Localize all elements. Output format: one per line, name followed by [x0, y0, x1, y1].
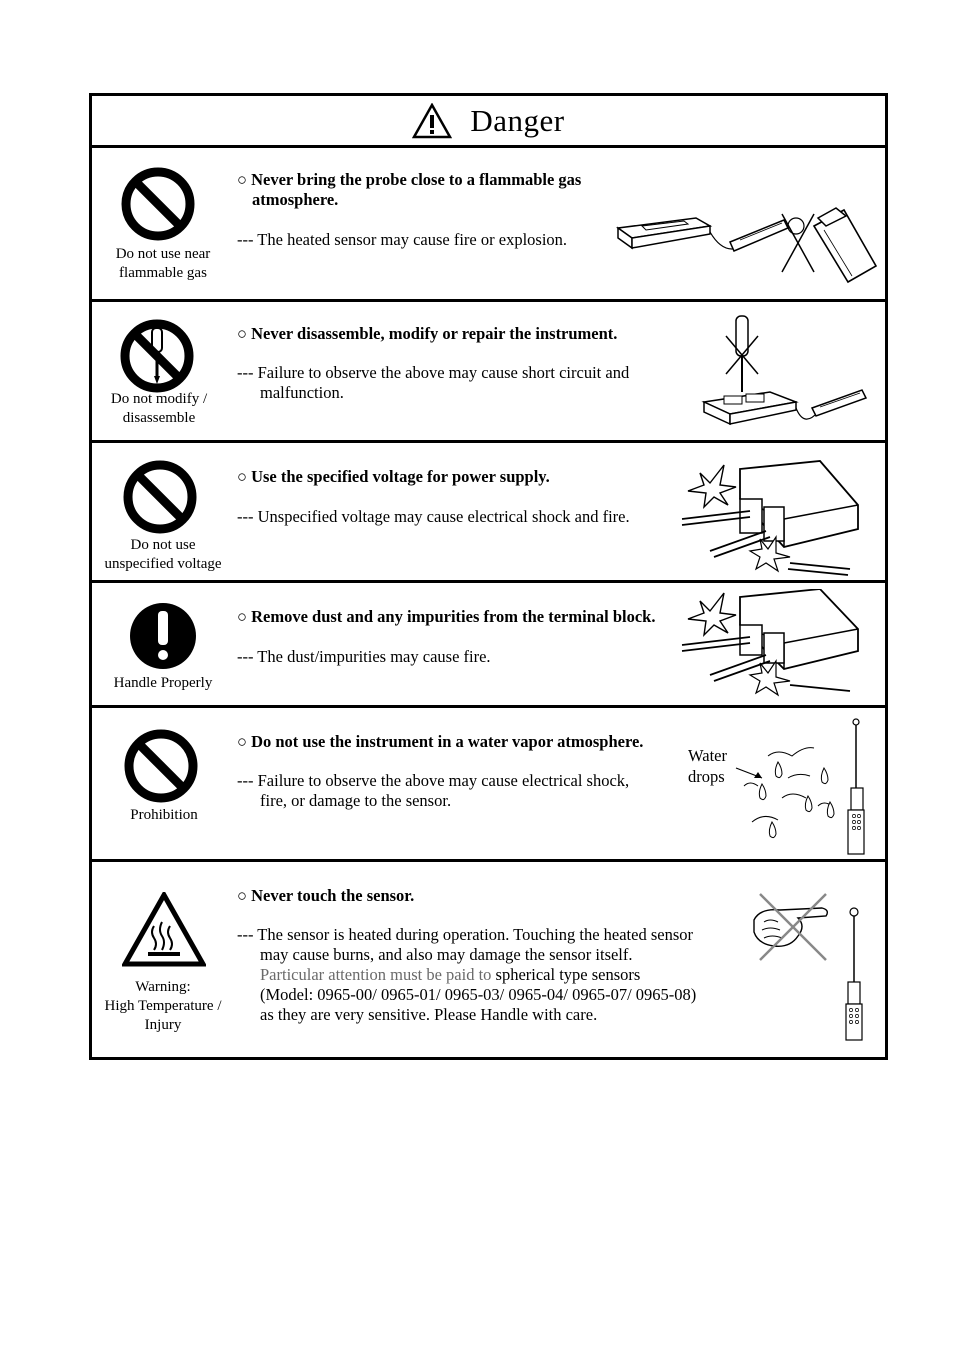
row-disassemble: [92, 302, 885, 443]
row-flammable-gas: [92, 148, 885, 302]
row-water-vapor: [92, 708, 885, 862]
detail-line: malfunction.: [260, 383, 344, 402]
row-touch-sensor: [92, 862, 885, 1057]
detail-line: --- The heated sensor may cause fire or explosion.: [237, 230, 568, 249]
detail-grey-text: Particular attention must be paid to: [260, 965, 492, 984]
row-terminal-block: [92, 583, 885, 708]
headline-line: ○ Never bring the probe close to a flammable gas: [237, 170, 582, 189]
symbol-cell: [92, 148, 234, 299]
warning-detail: [237, 925, 696, 1025]
symbol-label-line: Injury: [144, 1017, 182, 1033]
warning-headline: [237, 170, 581, 210]
hot-surface-icon: [122, 892, 206, 968]
symbol-label: [92, 674, 234, 693]
detail-line: --- Unspecified voltage may cause electrical shock and fire.: [237, 507, 630, 526]
warning-triangle-icon: [412, 103, 452, 139]
symbol-label-line: Do not modify /: [110, 391, 208, 407]
headline-line: ○ Never disassemble, modify or repair the instrument.: [237, 324, 618, 343]
water-drops-label-line: Water: [688, 746, 727, 765]
symbol-label-line: flammable gas: [119, 265, 207, 281]
symbol-cell: [92, 862, 234, 1057]
warning-detail: [237, 363, 629, 403]
danger-title: Danger: [470, 102, 565, 138]
headline-line: ○ Do not use the instrument in a water vapor atmosphere.: [237, 732, 644, 751]
exclamation-icon: [128, 601, 198, 671]
detail-line: --- The dust/impurities may cause fire.: [237, 647, 491, 666]
warning-headline: [237, 324, 617, 344]
symbol-label-line: Do not use near: [115, 246, 211, 262]
warning-detail: [237, 230, 567, 250]
warning-headline: [237, 607, 656, 627]
prohibition-icon: [120, 166, 196, 242]
row-voltage: [92, 443, 885, 583]
symbol-label: [92, 978, 234, 1035]
hand-sensor-illustration: [750, 892, 870, 1042]
prohibition-icon: [122, 459, 198, 535]
symbol-label: [92, 245, 234, 283]
screwdriver-instrument-illustration: [700, 312, 870, 430]
symbol-label-line: Do not use: [130, 537, 196, 553]
no-disassembly-icon: [119, 318, 195, 394]
headline-line: atmosphere.: [252, 190, 339, 209]
symbol-label-line: Handle Properly: [113, 675, 213, 691]
symbol-label: [92, 536, 234, 574]
warning-headline: [237, 732, 643, 752]
danger-header: [92, 96, 885, 148]
symbol-cell: [92, 302, 234, 440]
symbol-cell: [92, 583, 234, 705]
water-drops-label: [688, 745, 727, 787]
symbol-label: [88, 390, 230, 428]
warning-detail: [237, 647, 491, 667]
danger-panel: [89, 93, 888, 1060]
water-drops-sensor-illustration: [732, 718, 872, 858]
detail-line: --- Failure to observe the above may cause electrical shock,: [237, 771, 630, 790]
symbol-label-line: disassemble: [122, 410, 196, 426]
detail-line: --- The sensor is heated during operation. Touching the heated sensor: [237, 925, 693, 944]
warning-headline: [237, 467, 550, 487]
symbol-label-line: Warning:: [135, 979, 191, 995]
warning-headline: [237, 886, 414, 906]
detail-text: spherical type sensors: [491, 965, 641, 984]
headline-line: ○ Use the specified voltage for power supply.: [237, 467, 550, 486]
detail-line: may cause burns, and also may damage the sensor itself.: [260, 945, 633, 964]
symbol-cell: [92, 708, 234, 859]
symbol-cell: [92, 443, 234, 580]
detail-line: as they are very sensitive. Please Handle with care.: [260, 1005, 598, 1024]
detail-line: --- Failure to observe the above may cause short circuit and: [237, 363, 630, 382]
water-drops-label-line: drops: [688, 767, 725, 786]
detail-line: [237, 965, 696, 985]
symbol-label-line: unspecified voltage: [104, 556, 222, 572]
terminal-spark-illustration: [680, 459, 870, 579]
detail-line: (Model: 0965-00/ 0965-01/ 0965-03/ 0965-04/ 0965-07/ 0965-08): [260, 985, 697, 1004]
headline-line: ○ Never touch the sensor.: [237, 886, 415, 905]
probe-gas-can-illustration: [614, 196, 882, 292]
warning-detail: [237, 507, 630, 527]
prohibition-icon: [123, 728, 199, 804]
warning-detail: [237, 771, 629, 811]
terminal-spark-illustration: [680, 589, 870, 701]
symbol-label-line: High Temperature /: [104, 998, 222, 1014]
symbol-label: [93, 806, 235, 825]
detail-line: fire, or damage to the sensor.: [260, 791, 452, 810]
symbol-label-line: Prohibition: [130, 807, 198, 823]
headline-line: ○ Remove dust and any impurities from the terminal block.: [237, 607, 656, 626]
